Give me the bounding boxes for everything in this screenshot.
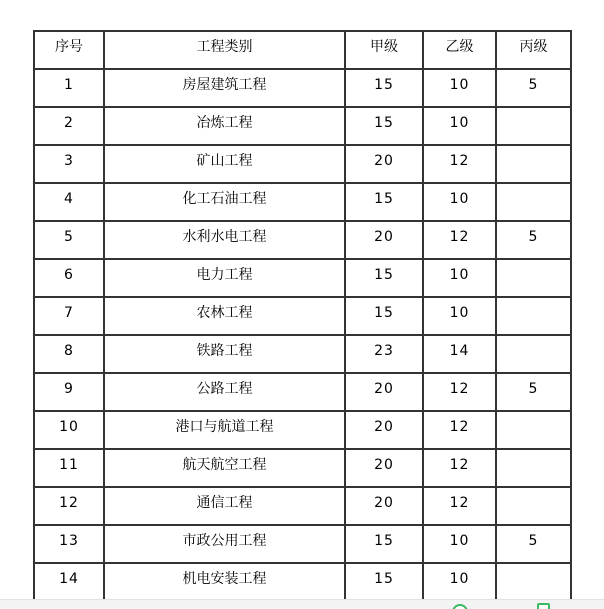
table-row — [34, 69, 571, 107]
cell-serial-number: 4 — [34, 183, 104, 221]
header-grade-c: 丙级 — [496, 31, 571, 69]
cell-project-category: 航天航空工程 — [104, 449, 345, 487]
table-row — [34, 373, 571, 411]
table-row — [34, 145, 571, 183]
table-body — [34, 69, 571, 601]
cell-grade-c: 5 — [496, 525, 571, 563]
cell-grade-b: 10 — [423, 525, 496, 563]
cell-grade-a: 15 — [345, 259, 423, 297]
cell-serial-number: 12 — [34, 487, 104, 525]
cell-grade-b: 12 — [423, 487, 496, 525]
cell-project-category: 市政公用工程 — [104, 525, 345, 563]
table-row — [34, 335, 571, 373]
cell-grade-c — [496, 297, 571, 335]
cell-serial-number: 2 — [34, 107, 104, 145]
cell-grade-c — [496, 563, 571, 601]
cell-grade-a: 20 — [345, 221, 423, 259]
cell-grade-b: 12 — [423, 449, 496, 487]
cell-grade-b: 12 — [423, 145, 496, 183]
table-row — [34, 107, 571, 145]
table-row — [34, 259, 571, 297]
cell-grade-a: 20 — [345, 449, 423, 487]
cell-serial-number: 13 — [34, 525, 104, 563]
cell-serial-number: 7 — [34, 297, 104, 335]
table-row — [34, 297, 571, 335]
table-row — [34, 183, 571, 221]
cell-grade-b: 10 — [423, 107, 496, 145]
table-row — [34, 221, 571, 259]
cell-serial-number: 6 — [34, 259, 104, 297]
header-project-category: 工程类别 — [104, 31, 345, 69]
cell-project-category: 港口与航道工程 — [104, 411, 345, 449]
share-square-icon[interactable] — [537, 603, 550, 609]
cell-grade-a: 15 — [345, 107, 423, 145]
cell-grade-a: 15 — [345, 183, 423, 221]
cell-serial-number: 3 — [34, 145, 104, 183]
cell-grade-c — [496, 449, 571, 487]
header-grade-b: 乙级 — [423, 31, 496, 69]
table-row — [34, 449, 571, 487]
cell-grade-c: 5 — [496, 221, 571, 259]
cell-grade-b: 10 — [423, 259, 496, 297]
cell-grade-c: 5 — [496, 373, 571, 411]
cell-serial-number: 8 — [34, 335, 104, 373]
cell-project-category: 房屋建筑工程 — [104, 69, 345, 107]
cell-grade-a: 20 — [345, 487, 423, 525]
table-row — [34, 525, 571, 563]
table-row — [34, 563, 571, 601]
cell-grade-a: 15 — [345, 563, 423, 601]
cell-grade-a: 15 — [345, 525, 423, 563]
cell-project-category: 机电安装工程 — [104, 563, 345, 601]
cell-serial-number: 9 — [34, 373, 104, 411]
cell-serial-number: 11 — [34, 449, 104, 487]
cell-grade-c — [496, 335, 571, 373]
cell-grade-b: 12 — [423, 411, 496, 449]
table-header — [34, 31, 571, 69]
cell-grade-c — [496, 145, 571, 183]
cell-grade-b: 10 — [423, 69, 496, 107]
cell-project-category: 公路工程 — [104, 373, 345, 411]
cell-grade-c — [496, 259, 571, 297]
cell-grade-c — [496, 487, 571, 525]
cell-project-category: 化工石油工程 — [104, 183, 345, 221]
cell-serial-number: 10 — [34, 411, 104, 449]
cell-grade-a: 20 — [345, 373, 423, 411]
cell-grade-a: 15 — [345, 297, 423, 335]
cell-grade-c — [496, 183, 571, 221]
cell-serial-number: 5 — [34, 221, 104, 259]
cell-grade-a: 23 — [345, 335, 423, 373]
cell-serial-number: 1 — [34, 69, 104, 107]
cell-grade-a: 20 — [345, 145, 423, 183]
header-grade-a: 甲级 — [345, 31, 423, 69]
cell-grade-c — [496, 411, 571, 449]
cell-grade-c — [496, 107, 571, 145]
cell-grade-b: 12 — [423, 373, 496, 411]
cell-grade-a: 15 — [345, 69, 423, 107]
cell-grade-b: 10 — [423, 563, 496, 601]
cell-project-category: 通信工程 — [104, 487, 345, 525]
header-row — [34, 31, 571, 69]
cell-project-category: 矿山工程 — [104, 145, 345, 183]
cell-grade-a: 20 — [345, 411, 423, 449]
cell-project-category: 水利水电工程 — [104, 221, 345, 259]
cell-serial-number: 14 — [34, 563, 104, 601]
cell-project-category: 电力工程 — [104, 259, 345, 297]
cell-project-category: 铁路工程 — [104, 335, 345, 373]
cell-grade-b: 14 — [423, 335, 496, 373]
header-serial-number: 序号 — [34, 31, 104, 69]
cell-grade-c: 5 — [496, 69, 571, 107]
cell-project-category: 冶炼工程 — [104, 107, 345, 145]
cell-grade-b: 10 — [423, 183, 496, 221]
qualification-grade-table — [33, 30, 572, 602]
page-footer-strip — [0, 599, 604, 609]
cell-grade-b: 12 — [423, 221, 496, 259]
table-row — [34, 487, 571, 525]
cell-project-category: 农林工程 — [104, 297, 345, 335]
table-row — [34, 411, 571, 449]
cell-grade-b: 10 — [423, 297, 496, 335]
